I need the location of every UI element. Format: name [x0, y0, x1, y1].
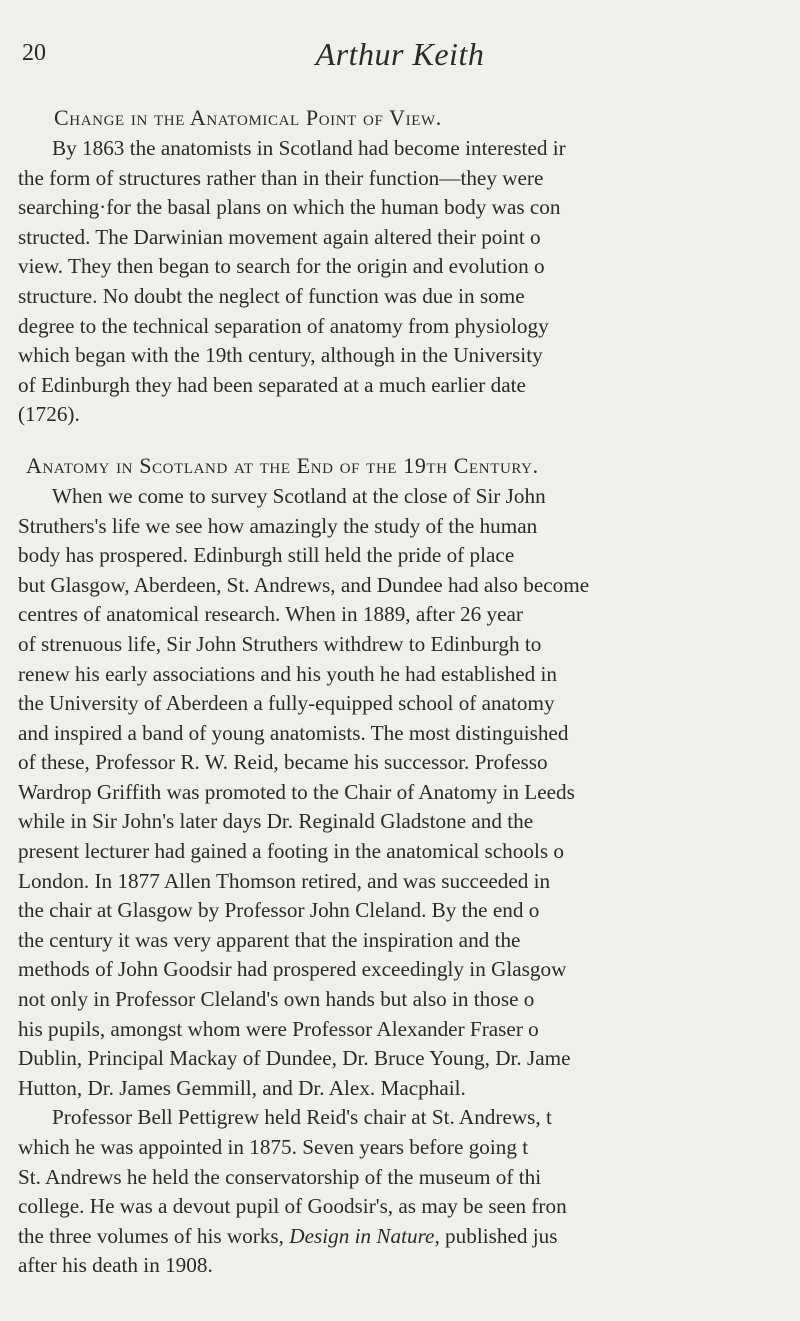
text-line: the chair at Glasgow by Professor John Cleland. By the end o — [18, 898, 540, 923]
text-line: (1726). — [18, 402, 80, 427]
section-heading: Change in the Anatomical Point of View. — [54, 105, 442, 130]
text-fragment: the three volumes of his works, — [18, 1223, 290, 1248]
text-line: structed. The Darwinian movement again altered their point o — [18, 224, 541, 249]
page-body — [18, 102, 800, 1317]
text-line: of Edinburgh they had been separated at a much earlier date — [18, 372, 526, 397]
text-line: Struthers's life we see how amazingly the study of the human — [18, 513, 538, 538]
text-line: college. He was a devout pupil of Goodsir's, as may be seen fron — [18, 1194, 567, 1219]
text-line: When we come to survey Scotland at the close of Sir John — [52, 483, 546, 508]
text-line: degree to the technical separation of anatomy from physiology — [18, 313, 549, 338]
text-line: after his death in 1908. — [18, 1253, 213, 1278]
text-line: present lecturer had gained a footing in the anatomical schools o — [18, 839, 564, 864]
text-line: By 1863 the anatomists in Scotland had become interested ir — [52, 136, 566, 160]
text-line: structure. No doubt the neglect of function was due in some — [18, 283, 525, 308]
text-line: centres of anatomical research. When in 1889, after 26 year — [18, 602, 523, 627]
text-line: view. They then began to search for the origin and evolution o — [18, 254, 545, 279]
text-line: which he was appointed in 1875. Seven years before going t — [18, 1135, 529, 1159]
text-line: searching·for the basal plans on which the human body was con — [18, 195, 561, 220]
text-line: Wardrop Griffith was promoted to the Chair of Anatomy in Leeds — [18, 779, 575, 804]
section-heading: Anatomy in Scotland at the End of the 19th Century. — [26, 452, 539, 478]
text-line: of these, Professor R. W. Reid, became his successor. Professo — [18, 750, 548, 775]
text-line — [18, 1222, 800, 1252]
text-line: while in Sir John's later days Dr. Reginald Gladstone and the — [18, 809, 534, 834]
text-line: his pupils, amongst whom were Professor Alexander Fraser o — [18, 1016, 539, 1041]
text-fragment: , published jus — [434, 1223, 558, 1248]
text-line: but Glasgow, Aberdeen, St. Andrews, and Dundee had also become — [18, 572, 590, 597]
text-line: St. Andrews he held the conservatorship of the museum of thi — [18, 1164, 542, 1189]
text-line: methods of John Goodsir had prospered exceedingly in Glasgow — [18, 957, 567, 982]
text-line: the form of structures rather than in their function—they were — [18, 165, 544, 190]
book-title: Design in Nature — [289, 1223, 435, 1248]
text-line: not only in Professor Cleland's own hands but also in those o — [18, 987, 535, 1012]
text-line: renew his early associations and his youth he had established in — [18, 661, 557, 686]
running-head: Arthur Keith — [315, 36, 485, 72]
text-line: of strenuous life, Sir John Struthers withdrew to Edinburgh to — [18, 631, 542, 656]
text-line: and inspired a band of young anatomists. The most distinguished — [18, 720, 569, 745]
text-line: the University of Aberdeen a fully-equipped school of anatomy — [18, 691, 555, 716]
text-line: which began with the 19th century, although in the University — [18, 343, 543, 368]
page-number: 20 — [22, 40, 46, 66]
text-line: Hutton, Dr. James Gemmill, and Dr. Alex. Macphail. — [18, 1075, 466, 1100]
text-line: the century it was very apparent that the inspiration and the — [18, 927, 521, 952]
text-line: London. In 1877 Allen Thomson retired, and was succeeded in — [18, 868, 551, 893]
text-line: Dublin, Principal Mackay of Dundee, Dr. Bruce Young, Dr. Jame — [18, 1046, 571, 1071]
text-line: Professor Bell Pettigrew held Reid's chair at St. Andrews, t — [52, 1105, 552, 1130]
text-line: body has prospered. Edinburgh still held the pride of place — [18, 543, 515, 568]
